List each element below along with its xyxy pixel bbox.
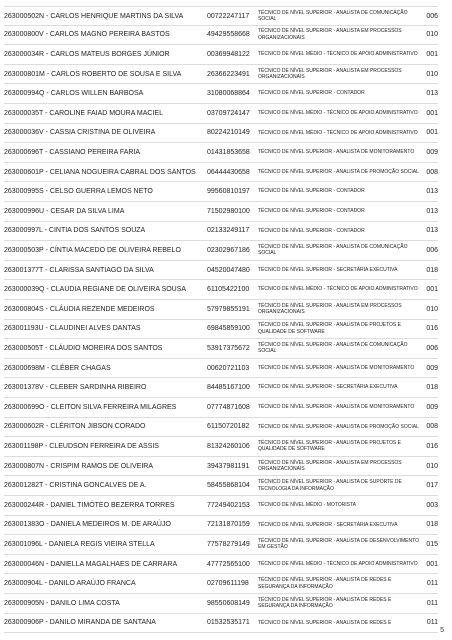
role-code: 006	[426, 12, 438, 20]
table-row	[4, 339, 438, 359]
table-row	[4, 45, 438, 65]
table-row	[4, 457, 438, 477]
role-code: 013	[426, 188, 438, 196]
employee-name: 263000995S - CELSO GUERRA LEMOS NETO	[4, 188, 153, 196]
job-role: TÉCNICO DE NÍVEL SUPERIOR - ANALISTA DE PROJETOS E QUALIDADE DE SOFTWARE	[258, 439, 401, 453]
document-number: 77578279149	[207, 540, 250, 548]
role-code: 009	[426, 148, 438, 156]
role-code: 016	[426, 442, 438, 450]
document-number: 39437981191	[207, 462, 250, 470]
job-role: TÉCNICO DE NÍVEL SUPERIOR - ANALISTA DE MONITORAMENTO	[258, 149, 415, 156]
job-role: TÉCNICO DE NÍVEL MÉDIO - TÉCNICO DE APOIO ADMINISTRATIVO	[258, 286, 418, 293]
job-role: TÉCNICO DE NÍVEL SUPERIOR - ANALISTA EM PROCESSOS ORGANIZACIONAIS	[258, 67, 402, 81]
employee-name: 263001096L - DANIELA REGIS VIEIRA STELLA	[4, 540, 155, 548]
job-role: TÉCNICO DE NÍVEL SUPERIOR - CONTADOR	[258, 90, 365, 97]
role-code: 001	[426, 129, 438, 137]
employee-name: 263000904L - DANILO ARAÚJO FRANCA	[4, 580, 136, 588]
document-number: 02133249117	[207, 227, 250, 235]
job-role: TÉCNICO DE NÍVEL SUPERIOR - ANALISTA DE MONITORAMENTO	[258, 364, 415, 371]
role-code: 011	[426, 599, 438, 607]
document-number: 06444430658	[207, 168, 250, 176]
role-code: 015	[426, 540, 438, 548]
document-number: 61105422100	[207, 286, 250, 294]
document-number: 26366223491	[207, 70, 250, 78]
job-role: TÉCNICO DE NÍVEL SUPERIOR - ANALISTA DE DESENVOLVIMENTO EM GESTÃO	[258, 537, 419, 551]
document-number: 99560810197	[207, 188, 250, 196]
role-code: 010	[426, 70, 438, 78]
employee-name: 263000034R - CARLOS MATEUS BORGES JÚNIOR	[4, 50, 170, 58]
role-code: 013	[426, 227, 438, 235]
employee-name: 263000503P - CÍNTIA MACEDO DE OLIVEIRA REBELO	[4, 246, 181, 254]
role-code: 018	[426, 384, 438, 392]
table-row	[4, 496, 438, 516]
table-row	[4, 104, 438, 124]
role-code: 013	[426, 90, 438, 98]
role-code: 008	[426, 423, 438, 431]
employee-name: 263000698M - CLÉBER CHAGAS	[4, 364, 111, 372]
document-number: 77249402153	[207, 501, 250, 509]
table-row	[4, 222, 438, 242]
role-code: 011	[426, 580, 438, 588]
document-number: 00620721103	[207, 364, 250, 372]
employee-name: 263001383O - DANIELA MEDEIROS M. DE ARAÚJO	[4, 521, 171, 529]
employee-name: 263000601P - CELIANA NOGUEIRA CABRAL DOS SANTOS	[4, 168, 196, 176]
role-code: 001	[426, 286, 438, 294]
employee-name: 263000996U - CESAR DA SILVA LIMA	[4, 207, 125, 215]
document-number: 53917375672	[207, 344, 250, 352]
document-number: 81324260106	[207, 442, 250, 450]
employee-name: 263000036V - CASSIA CRISTINA DE OLIVEIRA	[4, 129, 156, 137]
table-row	[4, 359, 438, 379]
table-row	[4, 476, 438, 496]
employee-name: 263001198P - CLEUDSON FERREIRA DE ASSIS	[4, 442, 159, 450]
document-number: 49429558668	[207, 31, 250, 39]
job-role: TÉCNICO DE NÍVEL SUPERIOR - ANALISTA DE REDES E	[258, 619, 392, 626]
employee-name: 263000696T - CASSIANO PEREIRA FARIA	[4, 148, 141, 156]
document-number: 47772565100	[207, 560, 250, 568]
employee-name: 263000807N - CRISPIM RAMOS DE OLIVEIRA	[4, 462, 153, 470]
table-row	[4, 163, 438, 183]
role-code: 006	[426, 344, 438, 352]
job-role: TÉCNICO DE NÍVEL SUPERIOR - ANALISTA DE PROMOÇÃO SOCIAL	[258, 423, 419, 430]
job-role: TÉCNICO DE NÍVEL SUPERIOR - ANALISTA DE COMUNICAÇÃO SOCIAL	[258, 243, 408, 257]
employee-name: 263000602R - CLÉRITON JIBSON CORADO	[4, 423, 146, 431]
role-code: 001	[426, 109, 438, 117]
job-role: TÉCNICO DE NÍVEL SUPERIOR - ANALISTA DE COMUNICAÇÃO SOCIAL	[258, 341, 408, 355]
job-role: TÉCNICO DE NÍVEL SUPERIOR - SECRETÁRIA EXECUTIVA	[258, 521, 398, 528]
document-number: 02709611198	[207, 580, 249, 588]
job-role: TÉCNICO DE NÍVEL SUPERIOR - CONTADOR	[258, 227, 365, 234]
role-code: 018	[426, 521, 438, 529]
table-row	[4, 300, 438, 320]
table-row	[4, 535, 438, 555]
document-number: 98550608149	[207, 599, 250, 607]
table-row	[4, 418, 438, 438]
document-number: 00722247117	[207, 12, 250, 20]
job-role: TÉCNICO DE NÍVEL SUPERIOR - ANALISTA DE PROJETOS E QUALIDADE DE SOFTWARE	[258, 322, 401, 335]
role-code: 010	[426, 462, 438, 470]
role-code: 009	[426, 364, 438, 372]
role-code: 009	[426, 403, 438, 411]
table-row	[4, 65, 438, 85]
employee-name: 263000046N - DANIELLA MAGALHAES DE CARRARA	[4, 560, 178, 568]
job-role: TÉCNICO DE NÍVEL SUPERIOR - CONTADOR	[258, 188, 365, 195]
document-number: 71502980100	[207, 207, 250, 215]
job-role: TÉCNICO DE NÍVEL MÉDIO - TÉCNICO DE APOIO ADMINISTRATIVO	[258, 560, 418, 567]
table-row	[4, 280, 438, 300]
employee-name: 263000244R - DANIEL TIMÓTEO BEZERRA TORRES	[4, 501, 175, 509]
document-number: 01532535171	[207, 619, 250, 627]
role-code: 018	[426, 266, 438, 274]
document-number: 07774871608	[207, 403, 250, 411]
role-code: 011	[426, 619, 438, 627]
table-row	[4, 594, 438, 614]
table-row	[4, 516, 438, 536]
employee-name: 263001193U - CLAUDINEI ALVES DANTAS	[4, 325, 141, 333]
job-role: TÉCNICO DE NÍVEL SUPERIOR - SECRETÁRIA EXECUTIVA	[258, 384, 398, 391]
employee-name: 263001378V - CLEBER SARDINHA RIBEIRO	[4, 384, 147, 392]
employee-name: 263000906P - DANILO MIRANDA DE SANTANA	[4, 619, 156, 627]
document-number: 57979855191	[207, 305, 250, 313]
employee-name: 263001282T - CRISTINA GONCALVES DE A.	[4, 482, 147, 490]
document-number: 61150720182	[207, 423, 250, 431]
table-row	[4, 261, 438, 281]
document-number: 58455868104	[207, 482, 250, 490]
table-row	[4, 320, 438, 340]
role-code: 008	[426, 168, 438, 176]
job-role: TÉCNICO DE NÍVEL SUPERIOR - ANALISTA DE SUPORTE DE TECNOLOGIA DA INFORMAÇÃO	[258, 479, 402, 492]
employee-name: 263000502N - CARLOS HENRIQUE MARTINS DA SILVA	[4, 12, 184, 20]
document-number: 84485167100	[207, 384, 250, 392]
role-code: 017	[426, 482, 438, 490]
document-number: 02302967186	[207, 246, 250, 254]
employee-name: 263000801M - CARLOS ROBERTO DE SOUSA E SILVA	[4, 70, 182, 78]
employee-name: 263001377T - CLARISSA SANTIAGO DA SILVA	[4, 266, 154, 274]
job-role: TÉCNICO DE NÍVEL SUPERIOR - ANALISTA DE REDES E SEGURANÇA DA INFORMAÇÃO	[258, 596, 392, 610]
table-row	[4, 26, 438, 46]
job-role: TÉCNICO DE NÍVEL SUPERIOR - ANALISTA DE PROMOÇÃO SOCIAL	[258, 168, 419, 175]
job-role: TÉCNICO DE NÍVEL SUPERIOR - ANALISTA EM PROCESSOS ORGANIZACIONAIS	[258, 459, 402, 473]
table-row	[4, 555, 438, 575]
table-row	[4, 614, 438, 634]
role-code: 003	[426, 501, 438, 509]
role-code: 001	[426, 560, 438, 568]
document-number: 01431853658	[207, 148, 250, 156]
role-code: 010	[426, 31, 438, 39]
employee-name: 263000699O - CLEITON SILVA FERREIRA MILAGRES	[4, 403, 177, 411]
employee-name: 263000905N - DANILO LIMA COSTA	[4, 599, 120, 607]
employee-name: 263000994Q - CARLOS WILLEN BARBOSA	[4, 90, 144, 98]
table-row	[4, 437, 438, 457]
table-row	[4, 143, 438, 163]
role-code: 001	[426, 50, 438, 58]
table-row	[4, 378, 438, 398]
employee-name: 263000039Q - CLAUDIA REGIANE DE OLIVEIRA SOUSA	[4, 286, 187, 294]
table-row	[4, 6, 438, 26]
page-number: 5	[440, 627, 444, 634]
job-role: TÉCNICO DE NÍVEL SUPERIOR - ANALISTA EM PROCESSOS ORGANIZACIONAIS	[258, 28, 402, 41]
role-code: 016	[426, 325, 438, 333]
document-number: 80224210149	[207, 129, 250, 137]
table-row	[4, 84, 438, 104]
job-role: TÉCNICO DE NÍVEL SUPERIOR - ANALISTA DE COMUNICAÇÃO SOCIAL	[258, 9, 408, 23]
table-row	[4, 124, 438, 144]
table-row	[4, 574, 438, 594]
job-role: TÉCNICO DE NÍVEL MÉDIO - TÉCNICO DE APOIO ADMINISTRATIVO	[258, 110, 418, 116]
job-role: TÉCNICO DE NÍVEL SUPERIOR - SECRETÁRIA EXECUTIVA	[258, 266, 398, 273]
job-role: TÉCNICO DE NÍVEL MÉDIO - MOTORISTA	[258, 502, 356, 508]
job-role: TÉCNICO DE NÍVEL SUPERIOR - ANALISTA DE MONITORAMENTO	[258, 404, 415, 410]
employee-name: 263000505T - CLÁUDIO MOREIRA DOS SANTOS	[4, 344, 163, 352]
document-number: 03709724147	[207, 109, 250, 117]
document-number: 69845859100	[207, 325, 250, 333]
job-role: TÉCNICO DE NÍVEL SUPERIOR - ANALISTA EM PROCESSOS ORGANIZACIONAIS	[258, 302, 402, 316]
role-code: 013	[426, 207, 438, 215]
job-role: TÉCNICO DE NÍVEL MÉDIO - TÉCNICO DE APOIO ADMINISTRATIVO	[258, 51, 418, 58]
table-row	[4, 202, 438, 222]
document-number: 04520047480	[207, 266, 250, 274]
document-number: 31080068864	[207, 90, 250, 98]
document-number: 00369948122	[207, 50, 250, 58]
job-role: TÉCNICO DE NÍVEL SUPERIOR - CONTADOR	[258, 208, 365, 214]
role-code: 006	[426, 246, 438, 254]
employee-name: 263000997L - CINTIA DOS SANTOS SOUZA	[4, 227, 146, 235]
role-code: 010	[426, 305, 438, 313]
employee-name: 263000800V - CARLOS MAGNO PEREIRA BASTOS	[4, 31, 170, 39]
job-role: TÉCNICO DE NÍVEL SUPERIOR - ANALISTA DE REDES E SEGURANÇA DA INFORMAÇÃO	[258, 577, 392, 590]
table-row	[4, 398, 438, 418]
table-row	[4, 182, 438, 202]
employee-name: 263000035T - CAROLINE FAIAD MOURA MACIEL	[4, 109, 163, 117]
document-number: 72131870159	[207, 521, 250, 529]
employee-name: 263000804S - CLÁUDIA REZENDE MEDEIROS	[4, 305, 155, 313]
table-row	[4, 241, 438, 261]
job-role: TÉCNICO DE NÍVEL MÉDIO - TÉCNICO DE APOIO ADMINISTRATIVO	[258, 129, 418, 136]
